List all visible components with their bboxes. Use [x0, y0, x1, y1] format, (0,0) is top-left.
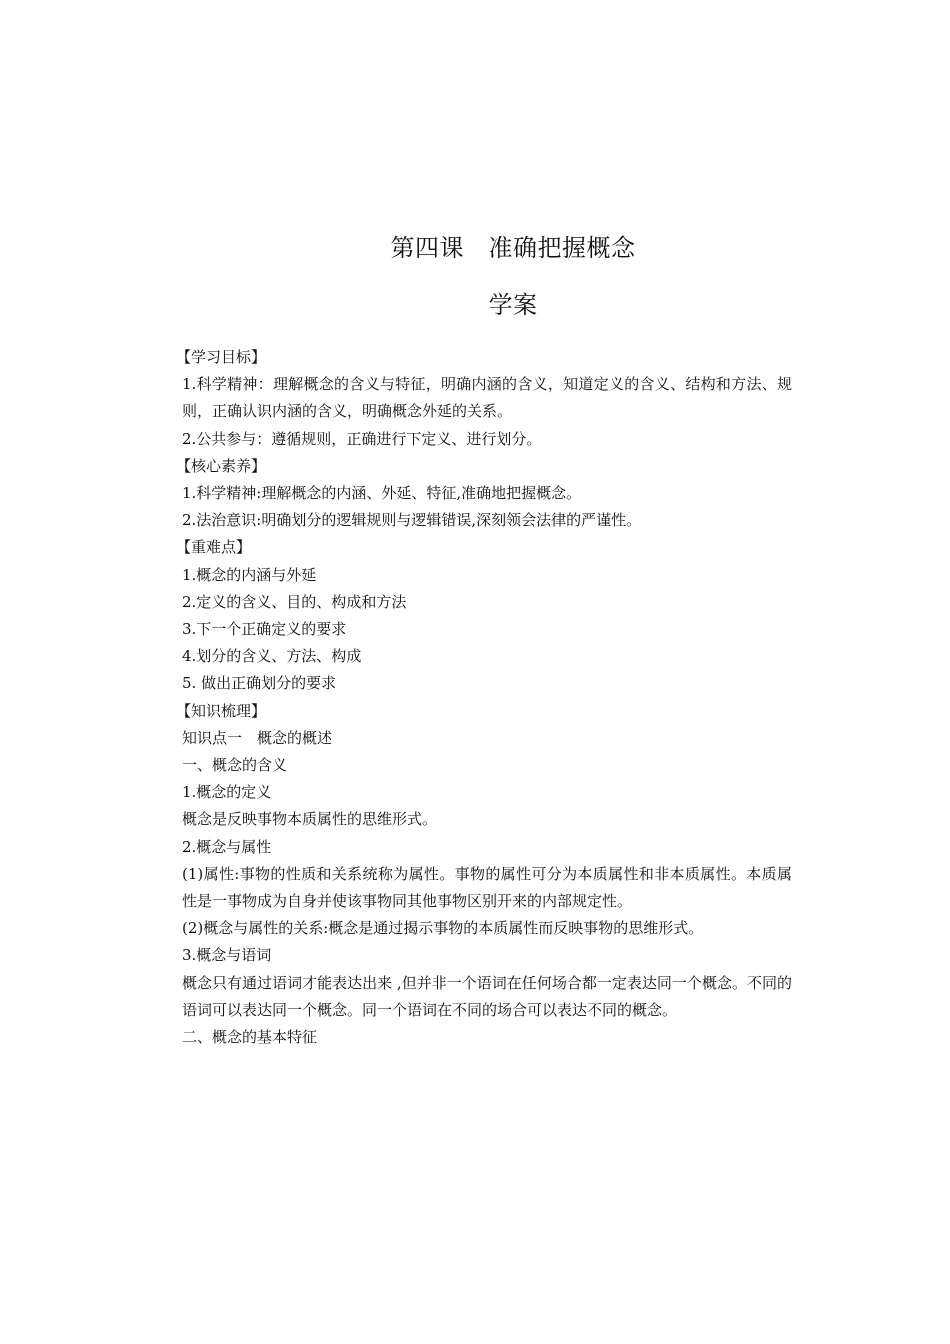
paragraph: (2)概念与属性的关系:概念是通过揭示事物的本质属性而反映事物的思维形式。 [182, 919, 704, 938]
paragraph: (1)属性:事物的性质和关系统称为属性。事物的属性可分为本质属性和非本质属性。本质属性是一事物成为自身并使该事物同其他事物区别开来的内部规定性。 [182, 864, 792, 911]
paragraph: 概念只有通过语词才能表达出来 ,但并非一个语词在任何场合都一定表达同一个概念。不同的语词可以表达同一个概念。同一个语词在不同的场合可以表达不同的概念。 [182, 973, 792, 1019]
paragraph: 4.划分的含义、方法、构成 [182, 647, 362, 666]
paragraph: 1.概念的定义 [182, 783, 272, 802]
paragraph: 1.科学精神：理解概念的含义与特征，明确内涵的含义，知道定义的含义、结构和方法、规则，正确认识内涵的含义，明确概念外延的关系。 [182, 375, 792, 421]
paragraph: 二、概念的基本特征 [182, 1028, 318, 1047]
paragraph: 3.概念与语词 [182, 946, 272, 965]
paragraph: 2.概念与属性 [182, 837, 272, 856]
page-title: 第四课 准确把握概念 [390, 234, 636, 262]
section-heading: 【重难点】 [176, 538, 252, 557]
document-body [176, 344, 792, 1051]
paragraph: 2.定义的含义、目的、构成和方法 [182, 592, 407, 611]
paragraph: 2.法治意识:明确划分的逻辑规则与逻辑错误,深刻领会法律的严谨性。 [182, 511, 642, 530]
paragraph: 5. 做出正确划分的要求 [182, 674, 337, 693]
page-subtitle: 学案 [488, 291, 538, 319]
paragraph: 1.科学精神:理解概念的内涵、外延、特征,准确地把握概念。 [182, 484, 582, 503]
paragraph: 知识点一 概念的概述 [182, 728, 333, 747]
section-heading: 【知识梳理】 [176, 701, 267, 720]
paragraph: 一、概念的含义 [182, 756, 288, 775]
paragraph: 概念是反映事物本质属性的思维形式。 [182, 810, 438, 829]
section-heading: 【学习目标】 [176, 348, 267, 366]
paragraph: 2.公共参与：遵循规则，正确进行下定义、进行划分。 [182, 429, 542, 448]
section-heading: 【核心素养】 [176, 456, 267, 475]
paragraph: 3.下一个正确定义的要求 [182, 620, 347, 639]
paragraph: 1.概念的内涵与外延 [182, 565, 317, 584]
